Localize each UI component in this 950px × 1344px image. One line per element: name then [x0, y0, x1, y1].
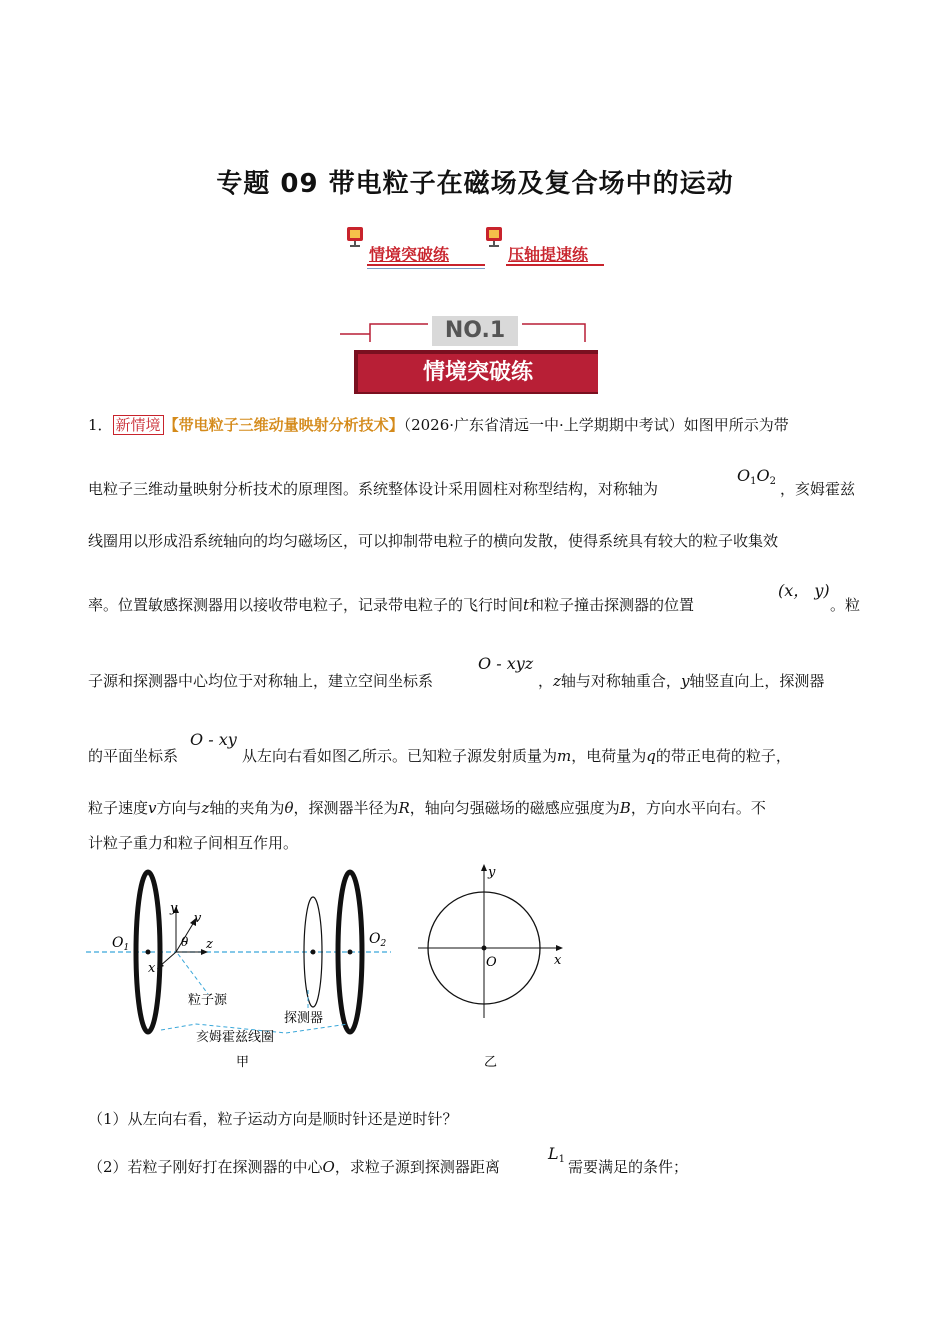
- question-text: 电粒子三维动量映射分析技术的原理图。系统整体设计采用圆柱对称型结构，对称轴为: [88, 480, 659, 498]
- new-scenario-tag: 新情境: [113, 415, 164, 435]
- math-oxy: O - xy: [190, 730, 237, 749]
- question-line-8: 计粒子重力和粒子间相互作用。: [88, 834, 299, 852]
- label-o1: $O_1$: [112, 935, 130, 953]
- question-text: 需要满足的条件；: [568, 1158, 689, 1176]
- question-text: （2026·广东省清远一中·上学期期中考试）如图甲所示为带: [403, 416, 789, 434]
- tab-underline-blue: [367, 268, 485, 269]
- label-detector: 探测器: [284, 1011, 324, 1026]
- question-line-3: 线圈用以形成沿系统轴向的均匀磁场区，可以抑制带电粒子的横向发散，使得系统具有较大的粒子收集效: [88, 532, 779, 550]
- var-t: t: [523, 596, 530, 614]
- question-text: ，z轴与对称轴重合，y轴竖直向上，探测器: [538, 672, 825, 690]
- tab-label: 压轴提速练: [508, 245, 589, 264]
- tab-label: 情境突破练: [369, 245, 450, 264]
- label-y: y: [170, 901, 178, 916]
- section-badge: NO.1: [444, 318, 506, 343]
- figure-diagram: [86, 858, 586, 1073]
- page-title: 专题 09 带电粒子在磁场及复合场中的运动: [216, 169, 734, 199]
- math-position-xy: (x， y): [778, 581, 830, 600]
- question-line-5: 子源和探测器中心均位于对称轴上，建立空间坐标系: [88, 672, 434, 690]
- label-right-o: O: [486, 955, 497, 970]
- question-topic: 【带电粒子三维动量映射分析技术】: [163, 416, 404, 434]
- label-theta: θ: [181, 935, 189, 949]
- label-z: z: [206, 937, 213, 952]
- sub-question-1: （1）从左向右看，粒子运动方向是顺时针还是逆时针？: [88, 1110, 458, 1128]
- question-line-7: 粒子速度v方向与z轴的夹角为θ，探测器半径为R，轴向匀强磁场的磁感应强度为B，方向水平向右。不: [88, 799, 766, 817]
- tab-final-speedup[interactable]: [484, 226, 624, 272]
- question-line-4: 率。位置敏感探测器用以接收带电粒子，记录带电粒子的飞行时间t和粒子撞击探测器的位置: [88, 596, 695, 614]
- label-x: x: [148, 961, 156, 976]
- label-v: v: [194, 911, 202, 926]
- section-banner: [340, 312, 610, 397]
- question-line-1: [88, 414, 789, 436]
- label-right-x: x: [554, 953, 562, 968]
- question-text: 从左向右看如图乙所示。已知粒子源发射质量为m，电荷量为q的带正电荷的粒子，: [242, 747, 791, 765]
- question-line-6: 的平面坐标系: [88, 747, 179, 765]
- flag-icon: [345, 226, 367, 248]
- tab-underline: [367, 264, 485, 266]
- caption-a: 甲: [236, 1055, 250, 1070]
- section-title: 情境突破练: [422, 360, 533, 385]
- label-right-y: y: [488, 865, 496, 880]
- flag-icon: [484, 226, 506, 248]
- tab-scenario-practice[interactable]: [345, 226, 485, 272]
- label-o2: $O_2$: [369, 931, 387, 949]
- label-source: 粒子源: [188, 993, 228, 1008]
- question-text: ，亥姆霍兹: [780, 480, 856, 498]
- question-line-2: [88, 478, 658, 500]
- question-text: 。粒: [830, 596, 861, 614]
- caption-b: 乙: [484, 1055, 498, 1070]
- label-coil: 亥姆霍兹线圈: [196, 1030, 275, 1045]
- sub-question-2: （2）若粒子刚好打在探测器的中心O，求粒子源到探测器距离: [88, 1158, 500, 1176]
- tab-underline: [506, 264, 604, 266]
- question-number: 1．: [88, 416, 113, 434]
- math-oxyz: O - xyz: [478, 654, 534, 673]
- math-o1o2: $O_1O_2$: [737, 466, 776, 487]
- math-l1: $L_1$: [548, 1144, 565, 1165]
- section-tabs: [0, 226, 950, 276]
